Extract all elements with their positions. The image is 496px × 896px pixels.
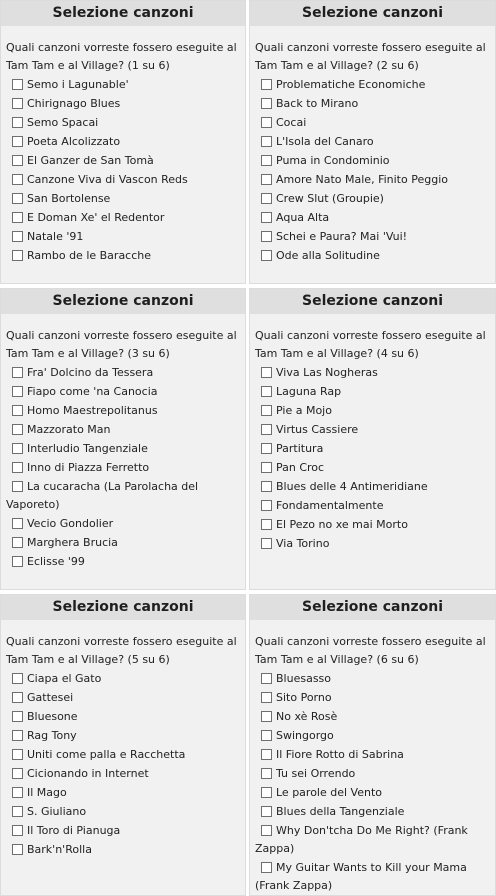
song-option[interactable] [255, 152, 495, 170]
song-checkbox[interactable] [261, 212, 272, 223]
song-label: Uniti come palla e Racchetta [27, 748, 186, 761]
song-checkbox[interactable] [12, 673, 23, 684]
song-option[interactable] [255, 76, 495, 94]
song-option[interactable] [255, 228, 495, 246]
song-option[interactable] [6, 822, 245, 840]
song-label: Why Don'tcha Do Me Right? (Frank Zappa) [255, 824, 468, 855]
song-checkbox[interactable] [261, 98, 272, 109]
song-option[interactable] [6, 95, 245, 113]
panel-title: Selezione canzoni [1, 289, 245, 314]
song-label: Ode alla Solitudine [276, 249, 380, 262]
song-checkbox[interactable] [261, 367, 272, 378]
song-label: Amore Nato Male, Finito Peggio [276, 173, 448, 186]
song-label: El Pezo no xe mai Morto [276, 518, 408, 531]
song-checkbox[interactable] [261, 787, 272, 798]
song-option[interactable] [255, 727, 495, 745]
song-checkbox[interactable] [261, 117, 272, 128]
song-option[interactable] [6, 784, 245, 802]
song-panel-1 [0, 0, 246, 284]
song-checkbox[interactable] [261, 231, 272, 242]
song-label: Blues delle 4 Antimeridiane [276, 480, 428, 493]
song-option[interactable] [6, 76, 245, 94]
song-label: Fra' Dolcino da Tessera [27, 366, 154, 379]
song-label: Gattesei [27, 691, 74, 704]
song-panel-6 [249, 594, 496, 896]
song-label: San Bortolense [27, 192, 111, 205]
song-label: L'Isola del Canaro [276, 135, 374, 148]
song-option[interactable] [255, 171, 495, 189]
song-checkbox[interactable] [12, 825, 23, 836]
song-label: Viva Las Nogheras [276, 366, 378, 379]
song-checkbox[interactable] [12, 231, 23, 242]
song-option[interactable] [255, 765, 495, 783]
song-option[interactable] [6, 171, 245, 189]
song-option[interactable] [6, 841, 245, 859]
song-label: Tu sei Orrendo [276, 767, 356, 780]
panel-body [250, 26, 495, 265]
panel-title: Selezione canzoni [250, 1, 495, 26]
song-label: Bluesone [27, 710, 78, 723]
song-checkbox[interactable] [261, 538, 272, 549]
song-label: El Ganzer de San Tomà [27, 154, 154, 167]
song-option[interactable] [255, 421, 495, 439]
song-option[interactable] [6, 765, 245, 783]
song-option[interactable] [6, 402, 245, 420]
song-checkbox[interactable] [261, 386, 272, 397]
song-label: Laguna Rap [276, 385, 342, 398]
song-option[interactable] [6, 746, 245, 764]
song-checkbox[interactable] [261, 174, 272, 185]
song-option[interactable] [255, 746, 495, 764]
song-label: Canzone Viva di Vascon Reds [27, 173, 188, 186]
song-label: Vecio Gondolier [27, 517, 114, 530]
song-label: Fondamentalmente [276, 499, 384, 512]
song-checkbox[interactable] [261, 443, 272, 454]
song-checkbox[interactable] [261, 155, 272, 166]
song-label: Puma in Condominio [276, 154, 390, 167]
song-option[interactable] [255, 689, 495, 707]
song-option[interactable] [255, 133, 495, 151]
panel-title: Selezione canzoni [1, 595, 245, 620]
question-text: Quali canzoni vorreste fossero eseguite al Tam Tam e al Village? (2 su 6) [255, 41, 486, 72]
song-label: Cocai [276, 116, 307, 129]
song-label: Le parole del Vento [276, 786, 383, 799]
song-option[interactable] [6, 114, 245, 132]
song-label: Aqua Alta [276, 211, 330, 224]
song-option[interactable] [255, 516, 495, 534]
song-checkbox[interactable] [12, 768, 23, 779]
song-label: Eclisse '99 [27, 555, 85, 568]
song-label: Swingorgo [276, 729, 334, 742]
song-label: Via Torino [276, 537, 330, 550]
song-option[interactable] [255, 459, 495, 477]
song-label: Blues della Tangenziale [276, 805, 405, 818]
song-label: Semo Spacai [27, 116, 99, 129]
song-option[interactable] [255, 247, 495, 265]
song-checkbox[interactable] [261, 711, 272, 722]
song-checkbox[interactable] [261, 673, 272, 684]
song-option[interactable] [6, 689, 245, 707]
song-checkbox[interactable] [12, 98, 23, 109]
song-option[interactable] [255, 708, 495, 726]
song-checkbox[interactable] [12, 844, 23, 855]
song-checkbox[interactable] [12, 711, 23, 722]
song-label: Marghera Brucia [27, 536, 118, 549]
question-text: Quali canzoni vorreste fossero eseguite al Tam Tam e al Village? (3 su 6) [6, 329, 237, 360]
song-option[interactable] [6, 133, 245, 151]
song-checkbox[interactable] [261, 692, 272, 703]
song-label: Partitura [276, 442, 324, 455]
song-panel-5 [0, 594, 246, 896]
song-option[interactable] [255, 803, 495, 821]
panel-title: Selezione canzoni [1, 1, 245, 26]
song-option[interactable] [255, 190, 495, 208]
song-option[interactable] [6, 440, 245, 458]
panel-title: Selezione canzoni [250, 289, 495, 314]
song-label: Chirignago Blues [27, 97, 121, 110]
song-option[interactable] [6, 553, 245, 571]
song-label: No xè Rosè [276, 710, 338, 723]
song-checkbox[interactable] [12, 79, 23, 90]
song-checkbox[interactable] [12, 749, 23, 760]
song-option[interactable] [255, 822, 495, 858]
song-checkbox[interactable] [261, 500, 272, 511]
song-checkbox[interactable] [261, 749, 272, 760]
song-panel-4 [249, 288, 496, 590]
song-option[interactable] [255, 209, 495, 227]
question-text: Quali canzoni vorreste fossero eseguite al Tam Tam e al Village? (6 su 6) [255, 635, 486, 666]
song-option[interactable] [6, 421, 245, 439]
song-option[interactable] [6, 383, 245, 401]
song-label: My Guitar Wants to Kill your Mama (Frank Zappa) [255, 861, 467, 892]
song-checkbox[interactable] [261, 193, 272, 204]
panel-body [250, 314, 495, 553]
song-checkbox[interactable] [12, 481, 23, 492]
song-label: Mazzorato Man [27, 423, 111, 436]
song-checkbox[interactable] [12, 692, 23, 703]
song-checkbox[interactable] [261, 136, 272, 147]
song-option[interactable] [255, 383, 495, 401]
song-label: Sito Porno [276, 691, 332, 704]
song-label: E Doman Xe' el Redentor [27, 211, 165, 224]
song-label: La cucaracha (La Parolacha del Vaporeto) [6, 480, 199, 511]
song-option[interactable] [255, 497, 495, 515]
song-checkbox[interactable] [12, 250, 23, 261]
song-label: Ciapa el Gato [27, 672, 102, 685]
song-checkbox[interactable] [12, 367, 23, 378]
song-label: Cicionando in Internet [27, 767, 149, 780]
song-option[interactable] [6, 190, 245, 208]
song-label: Il Toro di Pianuga [27, 824, 121, 837]
song-option[interactable] [255, 478, 495, 496]
song-label: Inno di Piazza Ferretto [27, 461, 150, 474]
song-checkbox[interactable] [261, 825, 272, 836]
song-checkbox[interactable] [261, 768, 272, 779]
question-text: Quali canzoni vorreste fossero eseguite al Tam Tam e al Village? (4 su 6) [255, 329, 486, 360]
song-label: Bluesasso [276, 672, 332, 685]
song-checkbox[interactable] [261, 481, 272, 492]
song-label: Problematiche Economiche [276, 78, 426, 91]
song-checkbox[interactable] [12, 462, 23, 473]
song-panel-3 [0, 288, 246, 590]
song-checkbox[interactable] [12, 405, 23, 416]
song-label: Bark'n'Rolla [27, 843, 92, 856]
song-option[interactable] [6, 515, 245, 533]
song-label: Natale '91 [27, 230, 84, 243]
song-option[interactable] [6, 152, 245, 170]
song-checkbox[interactable] [12, 537, 23, 548]
song-option[interactable] [255, 535, 495, 553]
song-checkbox[interactable] [12, 136, 23, 147]
song-checkbox[interactable] [12, 155, 23, 166]
song-label: Rambo de le Baracche [27, 249, 152, 262]
song-option[interactable] [255, 670, 495, 688]
song-label: S. Giuliano [27, 805, 87, 818]
song-label: Il Mago [27, 786, 67, 799]
panel-body [250, 620, 495, 895]
song-checkbox[interactable] [261, 806, 272, 817]
song-option[interactable] [6, 708, 245, 726]
song-label: Virtus Cassiere [276, 423, 359, 436]
song-label: Il Fiore Rotto di Sabrina [276, 748, 404, 761]
song-checkbox[interactable] [261, 730, 272, 741]
song-checkbox[interactable] [261, 79, 272, 90]
song-label: Poeta Alcolizzato [27, 135, 121, 148]
song-panel-2 [249, 0, 496, 284]
song-option[interactable] [255, 364, 495, 382]
song-option[interactable] [6, 209, 245, 227]
panel-body [1, 314, 245, 571]
song-checkbox[interactable] [261, 405, 272, 416]
song-label: Pie a Mojo [276, 404, 332, 417]
song-label: Crew Slut (Groupie) [276, 192, 384, 205]
song-checkbox[interactable] [261, 862, 272, 873]
song-label: Interludio Tangenziale [27, 442, 148, 455]
song-checkbox[interactable] [12, 443, 23, 454]
song-option[interactable] [255, 784, 495, 802]
song-checkbox[interactable] [12, 787, 23, 798]
song-checkbox[interactable] [12, 556, 23, 567]
song-checkbox[interactable] [261, 250, 272, 261]
song-option[interactable] [6, 364, 245, 382]
song-option[interactable] [255, 95, 495, 113]
song-option[interactable] [6, 478, 245, 514]
song-label: Semo i Lagunable' [27, 78, 129, 91]
song-checkbox[interactable] [12, 806, 23, 817]
song-option[interactable] [6, 534, 245, 552]
song-label: Fiapo come 'na Canocia [27, 385, 158, 398]
panel-body [1, 26, 245, 265]
panel-body [1, 620, 245, 859]
song-option[interactable] [6, 459, 245, 477]
question-text: Quali canzoni vorreste fossero eseguite al Tam Tam e al Village? (1 su 6) [6, 41, 237, 72]
song-option[interactable] [255, 114, 495, 132]
song-checkbox[interactable] [12, 730, 23, 741]
song-checkbox[interactable] [261, 519, 272, 530]
song-checkbox[interactable] [12, 174, 23, 185]
song-checkbox[interactable] [261, 424, 272, 435]
song-option[interactable] [6, 247, 245, 265]
song-checkbox[interactable] [12, 424, 23, 435]
song-label: Schei e Paura? Mai 'Vui! [276, 230, 408, 243]
song-label: Pan Croc [276, 461, 325, 474]
song-label: Back to Mirano [276, 97, 359, 110]
song-checkbox[interactable] [12, 518, 23, 529]
song-checkbox[interactable] [261, 462, 272, 473]
song-checkbox[interactable] [12, 193, 23, 204]
song-option[interactable] [6, 803, 245, 821]
panel-title: Selezione canzoni [250, 595, 495, 620]
song-option[interactable] [6, 727, 245, 745]
question-text: Quali canzoni vorreste fossero eseguite al Tam Tam e al Village? (5 su 6) [6, 635, 237, 666]
song-option[interactable] [255, 402, 495, 420]
song-label: Rag Tony [27, 729, 77, 742]
song-option[interactable] [6, 670, 245, 688]
song-option[interactable] [255, 440, 495, 458]
song-option[interactable] [255, 859, 495, 895]
song-checkbox[interactable] [12, 117, 23, 128]
song-checkbox[interactable] [12, 212, 23, 223]
song-label: Homo Maestrepolitanus [27, 404, 158, 417]
song-checkbox[interactable] [12, 386, 23, 397]
song-option[interactable] [6, 228, 245, 246]
